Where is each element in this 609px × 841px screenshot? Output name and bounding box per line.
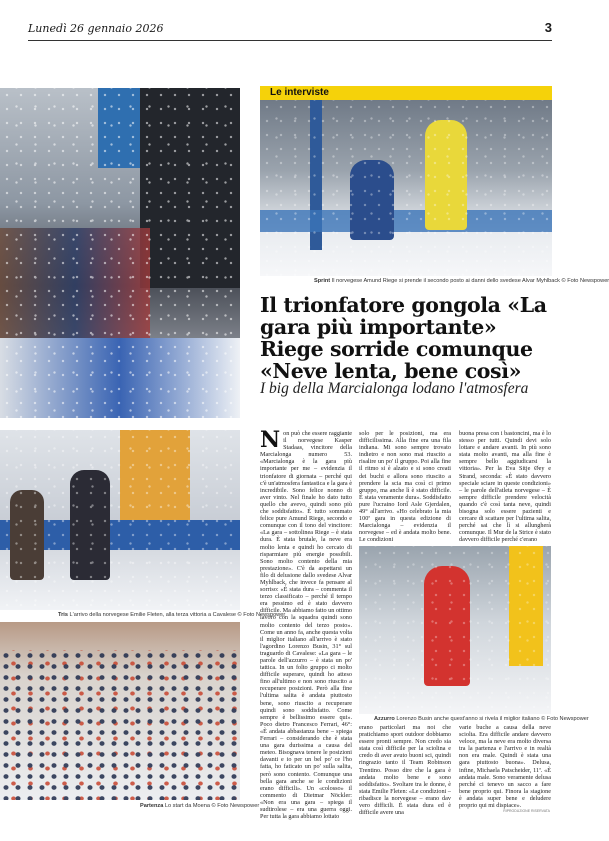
caption-sprint: Sprint Il norvegese Amund Riege si prende il secondo posto ai danni dello svedese Alvar Myhlback © Foto Newspower	[314, 278, 609, 284]
copyright-note: RIPRODUZIONE RISERVATA	[503, 809, 550, 813]
headline: Il trionfatore gongola «La gara più importante» Riege sorride comunque «Neve lenta, bene così»	[260, 293, 547, 383]
photo-crowd-finish	[0, 88, 240, 418]
photo-start-moena	[0, 622, 240, 800]
page-header	[28, 20, 552, 38]
article-column-3: buona presa con i bastoncini, ma è lo stesso per tutti. Quindi devi solo lottare e andare avanti. In più sono stata molto avanti, ma alla fine è sempre bello aggiudicarsi la vittoria». Per la Eva Sitje Øey e Strand, seconda: «È stato davvero speciale sciare in queste condizioni» – le parole dell'atleta norvegese – È sempre difficile prendere velocità quando c'è così tanta neve, quindi bisogna solo essere pazienti e cercare di scattare per l'ultima salita, perché sai che lì si allungherà comunque. Il Mur de la Strice è stato davvero difficile perché c'erano	[459, 430, 551, 544]
photo-fleten-arrival	[0, 430, 240, 610]
article-column-4: erano particolari ma noi che pratichiamo sport outdoor dobbiamo essere pronti sempre. Non credo sia stata così difficile per la sciolina e credo di aver avuto buoni sci, quindi ringrazio tanto il Team Robinson Trentino. Posso dire che la gara è andata molto bene e sono soddisfatto». Svoltare tra le donne, è stata Emilie Fleten: «Le condizioni – ribadisce la norvegese – erano dav vero difficili. È stata dura ed è difficile avere una	[359, 724, 451, 817]
caption-tris: Tris L'arrivo della norvegese Emilie Fleten, alla terza vittoria a Cavalese © Foto Newspower	[58, 612, 286, 618]
article-column-2: solo per le posizioni, ma era difficilissima. Alla fine era una fila indiana. Mi sono sempre trovato indietro e non sono mai riuscito a risalire un po' il gruppo. Poi alla fine il ritmo si è alzato e si sono creati dei buchi e allora sono riuscito a prendere la scia ma così ci primo gruppo, ma anche lì è stato difficile. È stata veramente dura». Soddisfatto pure l'ucraino Iord Asle Gjerdalen, 49° all'arrivo. «Ho celebrato la mia 100ª gara in questa edizione di Marcialonga – evidenzia il norvegese – ed è andata molto bene. Le condizioni	[359, 430, 451, 544]
photo-sprint	[260, 100, 552, 276]
issue-date: Lunedì 26 gennaio 2026	[28, 22, 164, 35]
caption-azzurro: Azzurro Lorenzo Busin anche quest'anno si rivela il miglior italiano © Foto Newspower	[374, 716, 589, 722]
article-column-5: varie buche a causa della neve sciolta. Era difficile andare davvero veloce, ma la neve era molto diversa tra la partenza e l'arrivo e in realtà non era male. Quindi è stata una gara piuttosto buona». Delusa, infine, Michaela Patscheider, 11ª. «È andata male. Sono veramente delusa perché ci tenevo un sacco a fare bene proprio qui. Finora la stagione è andata super bene e deludere proprio qui mi dispiace».	[459, 724, 551, 810]
photo-busin	[359, 546, 551, 714]
page-number: 3	[544, 20, 552, 35]
standfirst: I big della Marcialonga lodano l'atmosfera	[260, 380, 529, 397]
article-column-1	[260, 427, 352, 821]
caption-partenza: Partenza Lo start da Moena © Foto Newspower	[140, 803, 260, 809]
article-text-1: on può che essere raggiante il norvegese Kasper Stadaas, vincitore della Marcialonga numero 53. «Marcialonga è la gara più importante per me – evidenzia il trionfatore di giornata – perché qui c'è un'atmosfera fantastica e la gara è incredibile. Sono felice nonno di aver vinto. Nel finale ho dato tutto quello che avevo, quindi sono più che soddisfatto». È tutto sommato felice pure Amund Riege, secondo e comunque con il tono del vincitore: «La gara – sottolinea Riege – è stata dura. È stata brutale, la neve era molto lenta e quindi ho cercato di risparmiare più energie possibili. Sono molto contento della mia prestazione». C'è da aspettarsi un filo di delusione dallo svedese Alvar Myhlback, che invece fa pensare al sorriso: «È stata dura – commenta il terzo classificato – perché il tempo era pessimo ed è stato davvero difficile. Ma abbiamo fatto un ottimo lavoro con la squadra quindi sono molto contento del terzo posto». Come un anno fa, anche questa volta il miglior italiano all'arrivo è stato l'agordino Lorenzo Busin, 31° sul traguardo di Cavalese: «La gara – le parole dell'azzurro – è stata un po' tattica. In un folto gruppo ci molto difficile superare, quindi ho atteso fino all'ultimo e non sono riuscito a recuperare posizioni. Però alla fine l'ultima salita è andata piuttosto bene, sono riuscito a recuperare quindi sono soddisfatto. Come sempre è bellissimo essere qui». Poco dietro Francesco Ferrari, 46°: «È andata abbastanza bene – spiega Ferrari – considerando che è stata una gara durissima a causa del meteo. Bisognava tenere le posizioni davanti e io per un bel po' ce l'ho fatta, ho faticato un po' sulla salita, però sono contento. Comunque una bella gara anche se le condizioni erano difficili». Un «colosso» il commento di Dietmar Nöckler: «Non era una gara – spiega il sudtirolese – era una guerra oggi. Per tutta la gara abbiamo lottato	[260, 430, 352, 821]
dropcap: N	[260, 427, 281, 453]
section-label: Le interviste	[260, 86, 552, 100]
header-rule	[28, 40, 552, 41]
